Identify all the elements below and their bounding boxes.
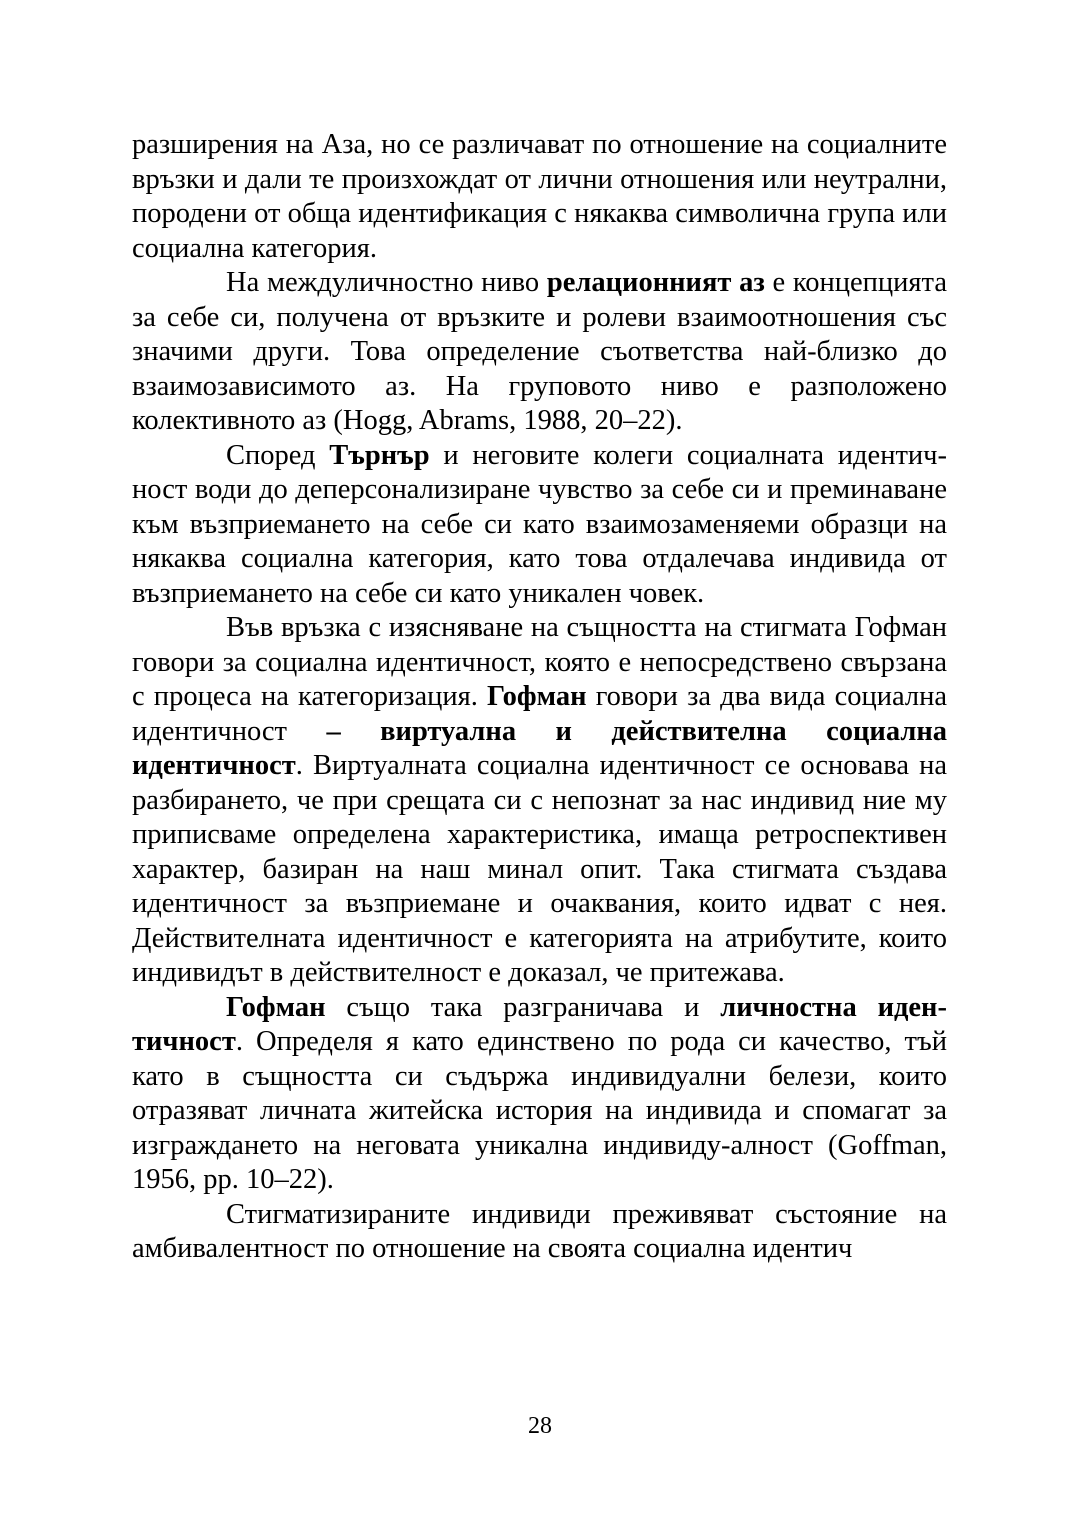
bold-term: – виртуална и действителна социална идентичност	[132, 715, 947, 781]
text-run: Според	[226, 439, 330, 471]
text-run: разширения на Аза, но се различават по отношение на социалните връзки и дали те произхождат от лични отношения или неутрални, породени от обща идентификация с някаква символична група или социална категория.	[132, 129, 947, 264]
bold-term: личностна идентичност	[132, 991, 947, 1057]
text-run: На междуличностно ниво	[226, 267, 547, 298]
bold-term: Гофман	[487, 681, 587, 712]
page-number: 28	[528, 1413, 552, 1439]
text-run: Във връзка с изясняване на същността на стигмата Гофман говори за социална идентичност, която е непосредствено свързана с процеса на категоризация.	[132, 612, 947, 712]
paragraph-4	[132, 611, 947, 991]
text-run: . Определя я като единствено по рода си качество, тъй като в същността си съдържа индивидуални белези, които отразяват личната житейска история на индивида и спомагат за изграждането на неговата уникална индивиду-алност (Goffman, 1956, pp. 10–22).	[132, 1026, 947, 1195]
bold-term: Търнър	[329, 439, 430, 471]
paragraph-6	[132, 1198, 947, 1267]
text-run: Стигматизираните индивиди преживяват състояние на амбивалентност по отношение на своята социална идентич	[132, 1198, 947, 1264]
text-run: е концепцията за себе си, получена от връзките и ролеви взаимоотношения със значими други. Това определение съответства най-близко до взаимозависимото аз. На груповото ниво е разположено колективното аз (Hogg, Abrams, 1988, 20–22).	[132, 267, 947, 436]
text-run: . Виртуалната социална идентичност се основава на разбирането, че при срещата си с непознат за нас индивид ние му приписваме определена характеристика, имаща ретроспективен характер, базиран на наш минал опит. Така стигмата създава идентичност за възприемане и очаквания, които идват с нея. Действителната идентичност е категорията на атрибутите, които индивидът в действителност е доказал, че притежава.	[132, 750, 947, 988]
text-run: също така разграничава и	[325, 991, 721, 1023]
paragraph-1	[132, 128, 947, 266]
text-run: и неговите колеги социалната идентич-ност води до деперсонализиране чувство за себе си и преминаване към възприемането на себе си като взаимозаменяеми образци на някаква социална категория, като това отдалечава индивида от възприемането на себе си като уникален човек.	[132, 439, 947, 609]
paragraph-3	[132, 439, 947, 612]
body-text	[132, 128, 947, 1267]
text-run: говори за два вида социална идентичност	[132, 681, 948, 747]
bold-term: Гофман	[226, 991, 326, 1023]
paragraph-5	[132, 991, 947, 1198]
paragraph-2	[132, 266, 947, 439]
bold-term: релационният аз	[546, 267, 765, 298]
